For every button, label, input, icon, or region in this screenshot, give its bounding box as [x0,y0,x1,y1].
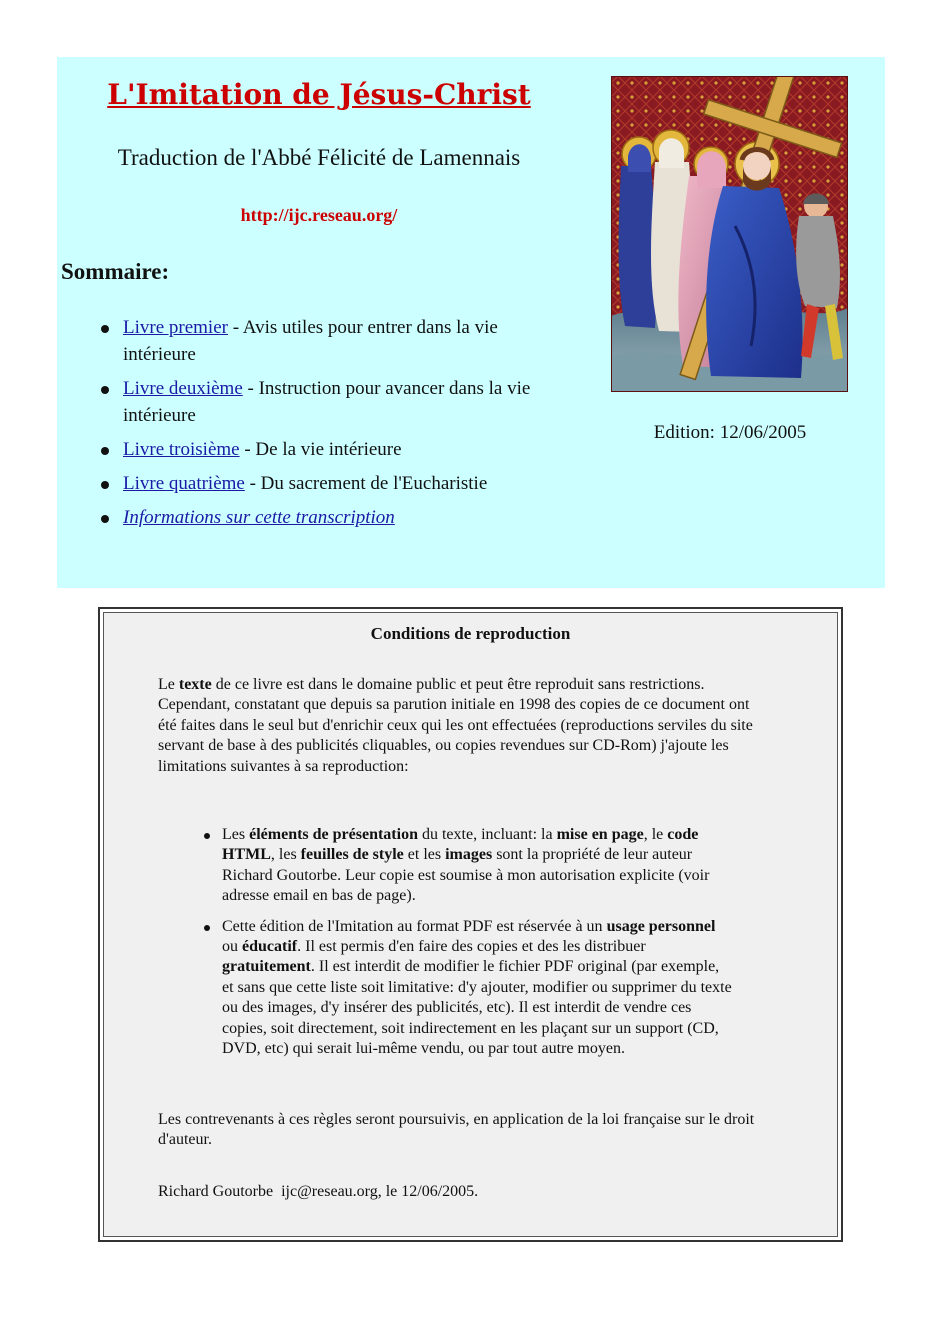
toc-item-book-4 [97,470,557,497]
rule-text: Les [222,826,250,843]
rule-text: , les [270,846,301,864]
conditions-signature: Richard Goutorbe ijc@reseau.org, le 12/06/2005. [158,1183,479,1200]
intro-text: Le [158,676,179,693]
rule-text: , le [643,826,668,843]
book-3-link[interactable]: Livre troisième [123,439,240,460]
summary-heading: Sommaire: [61,259,170,284]
bullet-icon [204,925,210,931]
book-4-description: - Du sacrement de l'Eucharistie [244,473,488,494]
toc-item-book-2 [97,375,557,429]
conditions-intro [158,675,758,777]
bullet-icon [101,447,109,455]
page-title: L'Imitation de Jésus-Christ [107,78,531,111]
table-of-contents [97,314,557,538]
rule-text: . Il est interdit de modifier le fichier PDF original (par exemple, et sans que cette liste soit limitative: d'y ajouter, modifier ou supprimer du texte ou des images, d'y insérer des publicités, etc). Il est interdit de vendre ces copies, soit directement, soit indirectement en les plaçant sur un support (CD, DVD, etc) qui serait lui-même vendu, ou par tout autre moyen. [222,958,732,1058]
bullet-icon [101,481,109,489]
reproduction-rules-list [200,825,732,1069]
rule-emphasis: gratuitement [222,958,311,976]
reproduction-conditions-inner [103,612,838,1237]
rule-text: Cette édition de l'Imitation au format PDF est réservée à un [222,917,607,935]
toc-item-book-3 [97,436,557,463]
translator-subtitle: Traduction de l'Abbé Félicité de Lamennais [117,145,521,170]
bullet-icon [101,386,109,394]
rule-pdf-edition [200,917,732,1060]
bullet-icon [204,833,210,839]
rule-emphasis: images [445,846,493,864]
rule-text: sont la propriété de leur auteur Richard Goutorbe. Leur copie est soumise à mon autorisation explicite (voir adresse email en bas de page). [222,846,710,905]
intro-emphasis: texte [178,676,212,693]
header-panel [57,57,885,588]
transcription-info-link[interactable]: Informations sur cette transcription [123,507,395,528]
bullet-icon [101,515,109,523]
site-url-link[interactable]: http://ijc.reseau.org/ [240,205,398,225]
rule-emphasis: éléments de présentation [249,826,418,843]
reproduction-conditions-box [98,607,843,1242]
rule-text: et les [403,846,446,864]
rule-emphasis: éducatif [242,938,298,956]
christ-carrying-cross-illustration [611,76,848,392]
book-2-link[interactable]: Livre deuxième [123,378,243,399]
rule-emphasis: usage personnel [606,917,716,935]
bullet-icon [101,325,109,333]
rule-emphasis: code HTML [222,826,699,864]
book-1-description: - Avis utiles pour entrer dans la vie intérieure [123,317,498,365]
rule-text: ou [222,938,242,956]
book-1-link[interactable]: Livre premier [123,317,228,338]
intro-text: de ce livre est dans le domaine public et peut être reproduit sans restrictions. Cependant, constatant que depuis sa parution initiale en 1998 des copies de ce document ont été faites dans le seul but d'enrichir ceux qui les ont effectuées (reproductions serviles du site servant de base à des publicités cliquables, ou copies revendues sur CD-Rom) j'ajoute les limitations suivantes à sa reproduction: [158,676,753,775]
toc-item-transcription-info [97,504,557,531]
book-2-description: - Instruction pour avancer dans la vie intérieure [123,378,531,426]
book-3-description: - De la vie intérieure [239,439,402,460]
book-4-link[interactable]: Livre quatrième [123,473,245,494]
rule-emphasis: mise en page [556,826,644,843]
toc-item-book-1 [97,314,557,368]
rule-text: . Il est permis d'en faire des copies et des les distribuer [297,938,646,956]
edition-date: Edition: 12/06/2005 [653,422,807,443]
rule-presentation-elements [200,825,732,907]
conditions-warning: Les contrevenants à ces règles seront poursuivis, en application de la loi française sur le droit d'auteur. [158,1111,755,1149]
rule-text: du texte, incluant: la [417,826,557,843]
conditions-title: Conditions de reproduction [370,624,571,643]
rule-emphasis: feuilles de style [300,846,404,864]
